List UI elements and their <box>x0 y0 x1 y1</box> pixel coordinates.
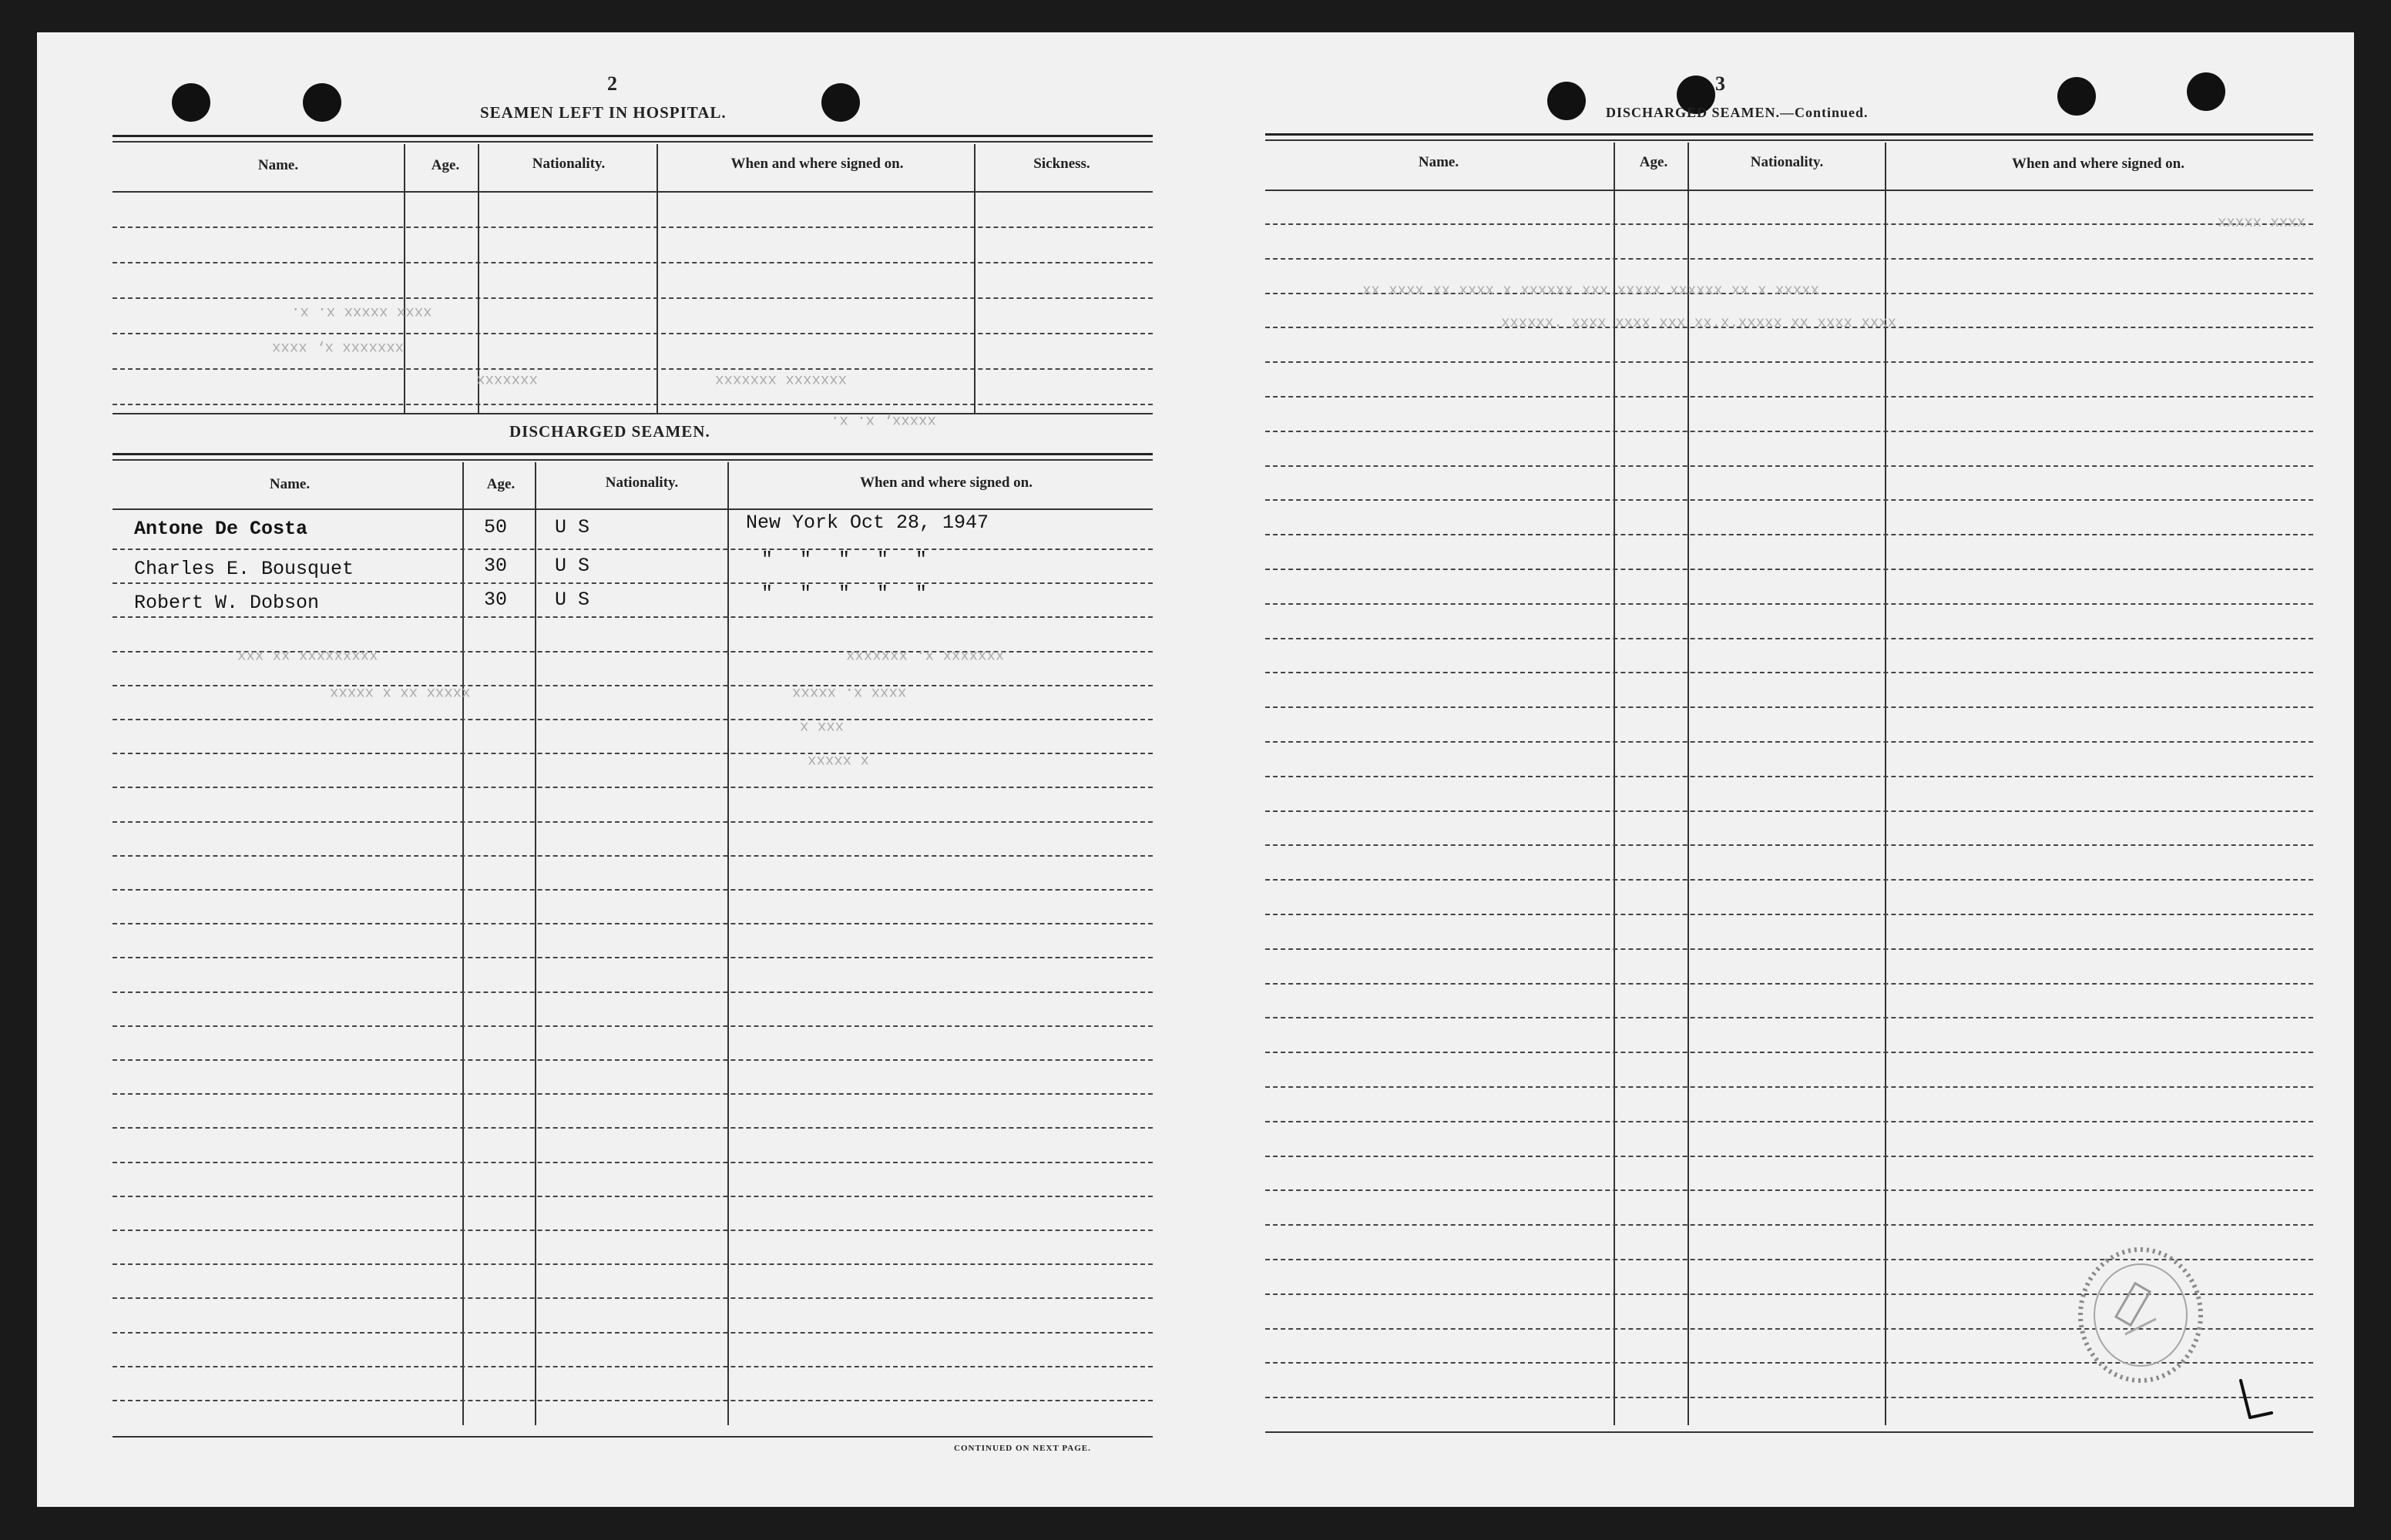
continued-note: CONTINUED ON NEXT PAGE. <box>954 1444 1091 1453</box>
row-line <box>112 991 1153 993</box>
row-line <box>112 1025 1153 1027</box>
row-line <box>1265 1121 2313 1122</box>
row-line <box>112 685 1153 686</box>
hospital-row-line <box>112 333 1153 334</box>
row-line <box>112 889 1153 891</box>
row-line <box>112 582 1153 584</box>
right-top-rule-2 <box>1265 139 2313 141</box>
seaman-name: Charles E. Bousquet <box>134 558 354 580</box>
row-line <box>112 821 1153 823</box>
handwritten-mark <box>2235 1373 2289 1427</box>
row-line <box>112 1059 1153 1061</box>
row-line <box>112 1263 1153 1265</box>
hospital-row-line <box>112 368 1153 370</box>
bleed-through-text: xxxxx xxxx <box>2218 214 2306 231</box>
discharged-bottom-rule <box>112 1436 1153 1438</box>
hospital-top-rule <box>112 135 1153 137</box>
punch-hole <box>2187 72 2225 111</box>
seaman-signed-on: New York Oct 28, 1947 <box>746 512 989 534</box>
row-line <box>112 549 1153 550</box>
row-line <box>112 616 1153 618</box>
right-col-divider <box>1614 143 1615 1425</box>
row-line <box>112 1127 1153 1129</box>
row-line <box>1265 603 2313 605</box>
bleed-through-text: xxxx x. xxxxx <box>792 684 907 701</box>
discharged-col-nationality: Nationality. <box>605 475 679 491</box>
row-line <box>1265 741 2313 743</box>
hospital-col-age: Age. <box>431 157 460 173</box>
hospital-col-divider <box>404 144 405 414</box>
row-line <box>1265 1052 2313 1053</box>
punch-hole <box>2057 77 2096 116</box>
bleed-through-text: xxxxxx. xxxx xxxx xxx xx.x.xxxxx xx xxxx xxxx <box>1501 314 1897 331</box>
discharged-col-age: Age. <box>486 476 515 492</box>
hospital-col-signed-on: When and where signed on. <box>730 156 904 172</box>
bleed-through-text: xxxxxxx x. xxxxxxx <box>846 647 1005 664</box>
row-line <box>112 753 1153 754</box>
row-line <box>1265 1397 2313 1398</box>
bleed-through-text: xxxxxxx xxxxxxx <box>715 371 848 388</box>
row-line <box>1265 223 2313 225</box>
row-line <box>1265 361 2313 363</box>
page-number-right: 3 <box>1715 72 1725 95</box>
punch-hole <box>1547 82 1586 120</box>
right-col-signed-on: When and where signed on. <box>2011 156 2184 172</box>
discharged-col-divider <box>535 462 536 1425</box>
right-col-nationality: Nationality. <box>1750 154 1824 170</box>
hospital-col-divider <box>657 144 658 414</box>
hospital-col-name: Name. <box>257 157 299 173</box>
discharged-top-rule-2 <box>112 459 1153 461</box>
row-line <box>1265 672 2313 673</box>
discharged-col-name: Name. <box>269 476 311 492</box>
row-line <box>1265 1189 2313 1191</box>
received-stamp <box>2071 1242 2210 1388</box>
seaman-age: 50 <box>484 516 508 538</box>
hospital-col-nationality: Nationality. <box>532 156 606 172</box>
right-header-rule <box>1265 190 2313 191</box>
row-line <box>1265 844 2313 846</box>
punch-hole <box>172 83 210 122</box>
bleed-through-text: xxxx xxxxx x. x. <box>291 304 432 320</box>
discharged-col-signed-on: When and where signed on. <box>859 475 1033 491</box>
row-line <box>112 1366 1153 1367</box>
row-line <box>112 1230 1153 1231</box>
row-line <box>1265 258 2313 260</box>
row-line <box>1265 534 2313 535</box>
punch-hole <box>303 83 341 122</box>
right-top-rule <box>1265 133 2313 136</box>
right-bottom-rule <box>1265 1431 2313 1433</box>
seaman-nationality: U S <box>555 555 590 577</box>
hospital-top-rule-2 <box>112 141 1153 143</box>
row-line <box>1265 465 2313 467</box>
hospital-row-line <box>112 226 1153 228</box>
seaman-nationality: U S <box>555 516 590 538</box>
punch-hole <box>821 83 860 122</box>
hospital-section-title: SEAMEN LEFT IN HOSPITAL. <box>480 103 727 122</box>
document-sheet <box>37 32 2354 1507</box>
row-line <box>1265 810 2313 812</box>
right-col-age: Age. <box>1639 154 1668 170</box>
hospital-col-sickness: Sickness. <box>1033 156 1090 172</box>
right-col-divider <box>1885 143 1886 1425</box>
row-line <box>1265 776 2313 777</box>
discharged-col-divider <box>462 462 464 1425</box>
bleed-through-text: xx xxxx xx xxxx x xxxxxx xxx xxxxx xxxxxx xx x xxxxx <box>1362 282 1819 299</box>
hospital-bottom-rule <box>112 413 1153 414</box>
row-line <box>112 957 1153 958</box>
bleed-through-text: xxxxx, x. x. <box>831 412 936 429</box>
row-line <box>1265 569 2313 570</box>
row-line <box>1265 706 2313 708</box>
row-line <box>1265 1086 2313 1088</box>
row-line <box>1265 879 2313 881</box>
discharged-header-rule <box>112 508 1153 510</box>
bleed-through-text: xxxxxxxxx xx xxx <box>237 647 378 664</box>
row-line <box>1265 638 2313 639</box>
discharged-section-title: DISCHARGED SEAMEN. <box>509 422 710 441</box>
hospital-col-divider <box>974 144 976 414</box>
seaman-age: 30 <box>484 555 508 577</box>
discharged-col-divider <box>727 462 729 1425</box>
hospital-row-line <box>112 262 1153 263</box>
right-col-name: Name. <box>1418 154 1459 170</box>
seaman-name: Antone De Costa <box>134 518 308 540</box>
row-line <box>1265 1017 2313 1018</box>
page-number-left: 2 <box>607 72 617 95</box>
bleed-through-text: x xxxxx <box>808 752 869 769</box>
seaman-signed-on: " " " " " <box>761 549 935 571</box>
row-line <box>112 1297 1153 1299</box>
row-line <box>1265 396 2313 398</box>
seaman-nationality: U S <box>555 589 590 611</box>
seaman-age: 30 <box>484 589 508 611</box>
row-line <box>112 1400 1153 1401</box>
bleed-through-text: xxxxxxx <box>476 371 538 388</box>
hospital-row-line <box>112 404 1153 405</box>
row-line <box>1265 983 2313 985</box>
row-line <box>112 787 1153 788</box>
hospital-row-line <box>112 297 1153 299</box>
discharged-continued-title: DISCHARGED SEAMEN.—Continued. <box>1606 105 1869 120</box>
row-line <box>1265 914 2313 915</box>
bleed-through-text: xxxxx xx x xxxxx <box>330 684 471 701</box>
row-line <box>1265 499 2313 501</box>
hospital-header-rule <box>112 191 1153 193</box>
seaman-signed-on: " " " " " <box>761 582 935 605</box>
row-line <box>112 1093 1153 1095</box>
discharged-top-rule <box>112 453 1153 455</box>
row-line <box>1265 1156 2313 1157</box>
row-line <box>1265 1224 2313 1226</box>
right-col-divider <box>1687 143 1689 1425</box>
row-line <box>1265 948 2313 950</box>
bleed-through-text: xxx x <box>800 718 845 735</box>
row-line <box>112 923 1153 924</box>
row-line <box>112 1162 1153 1163</box>
bleed-through-text: xxxxxxx x, xxxx <box>272 339 405 356</box>
row-line <box>112 719 1153 720</box>
row-line <box>1265 431 2313 432</box>
row-line <box>112 855 1153 857</box>
seaman-name: Robert W. Dobson <box>134 592 320 614</box>
row-line <box>112 1332 1153 1334</box>
row-line <box>112 1196 1153 1197</box>
